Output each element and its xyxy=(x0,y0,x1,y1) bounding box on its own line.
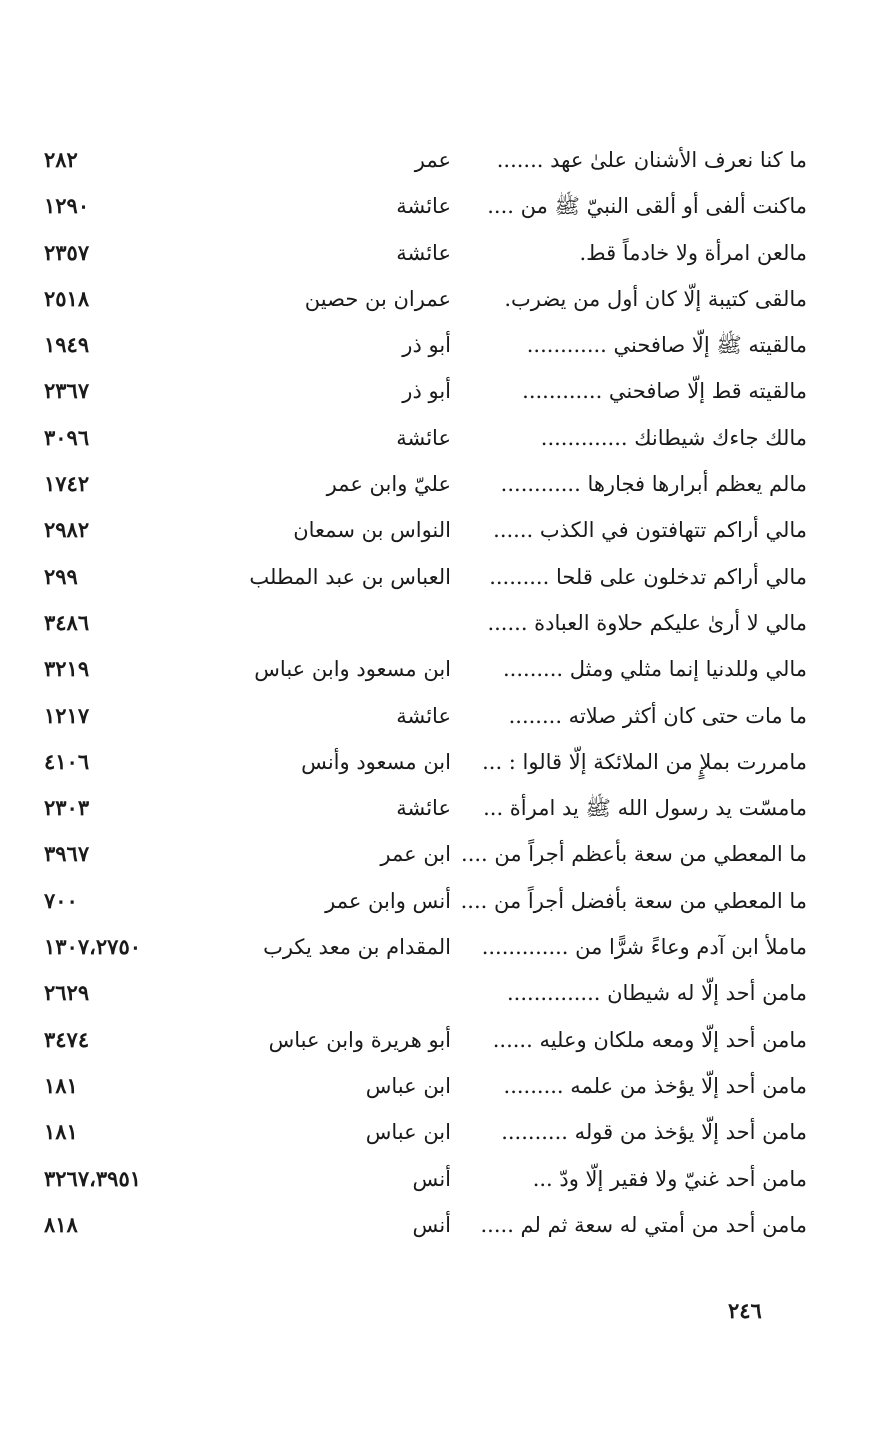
reference-number: ١٧٤٢ xyxy=(44,471,90,497)
index-entry xyxy=(0,599,891,645)
narrator-name: النواس بن سمعان xyxy=(293,518,451,543)
page-number: ٢٤٦ xyxy=(728,1298,762,1323)
reference-number: ٢٣٦٧ xyxy=(44,378,90,404)
hadith-text: مالم يعظم أبرارها فجارها ............ xyxy=(500,472,807,497)
index-entry xyxy=(0,460,891,506)
reference-number: ٢٣٥٧ xyxy=(44,239,90,265)
index-entry xyxy=(0,506,891,552)
reference-number: ٣٢١٩ xyxy=(44,656,90,682)
index-entry xyxy=(0,229,891,275)
hadith-text: مامن أحد إلّا له شيطان .............. xyxy=(507,981,807,1006)
narrator-name: أنس xyxy=(412,1212,451,1237)
reference-number: ٢٥١٨ xyxy=(44,285,90,311)
reference-number: ٢٣٠٣ xyxy=(44,795,90,821)
reference-number: ٣٩٦٧ xyxy=(44,841,90,867)
hadith-text: مالعن امرأة ولا خادماً قط. xyxy=(579,240,807,265)
index-entry xyxy=(0,1062,891,1108)
index-entry xyxy=(0,136,891,182)
narrator-name: ابن عباس xyxy=(365,1073,451,1098)
reference-number: ١٨١ xyxy=(44,1119,78,1145)
hadith-text: مامن أحد من أمتي له سعة ثم لم ..... xyxy=(480,1212,807,1237)
hadith-text: ما كنا نعرف الأشنان علىٰ عهد ....... xyxy=(496,148,807,172)
hadith-text: ماملأ ابن آدم وعاءً شرًّا من ............. xyxy=(481,935,807,960)
index-entry xyxy=(0,877,891,923)
hadith-text: مامن أحد إلّا يؤخذ من علمه ......... xyxy=(503,1073,807,1098)
reference-number: ١٣٠٧،٢٧٥٠ xyxy=(44,934,142,960)
reference-number: ٧٠٠ xyxy=(44,887,78,913)
reference-number: ٢٩٨٢ xyxy=(44,517,90,543)
narrator-name: عمران بن حصين xyxy=(304,286,451,311)
narrator-name: عائشة xyxy=(396,194,451,219)
hadith-text: مالي لا أرىٰ عليكم حلاوة العبادة ...... xyxy=(487,610,807,635)
narrator-name: ابن عمر xyxy=(380,842,451,867)
reference-number: ٣٤٨٦ xyxy=(44,609,90,635)
reference-number: ١٢١٧ xyxy=(44,702,90,728)
reference-number: ١٢٩٠ xyxy=(44,193,90,219)
hadith-text: مامن أحد إلّا يؤخذ من قوله .......... xyxy=(501,1120,807,1145)
narrator-name: عائشة xyxy=(396,240,451,265)
hadith-text: مالي وللدنيا إنما مثلي ومثل ......... xyxy=(503,657,807,682)
hadith-text: مامن أحد غنيّ ولا فقير إلّا ودّ ... xyxy=(532,1166,807,1191)
hadith-text: ما مات حتى كان أكثر صلاته ........ xyxy=(508,703,807,728)
hadith-text: ماكنت ألفى أو ألقى النبيّ ﷺ من .... xyxy=(487,194,807,219)
narrator-name: عائشة xyxy=(396,796,451,821)
narrator-name: أبو ذر xyxy=(402,333,451,358)
narrator-name: ابن مسعود وابن عباس xyxy=(254,657,451,682)
hadith-text: مالقى كتيبة إلّا كان أول من يضرب. xyxy=(504,286,807,311)
hadith-text: مالقيته قط إلّا صافحني ............ xyxy=(522,379,807,404)
index-entry xyxy=(0,784,891,830)
narrator-name: أبو ذر xyxy=(402,379,451,404)
index-entry xyxy=(0,1108,891,1154)
index-entry xyxy=(0,645,891,691)
narrator-name: العباس بن عبد المطلب xyxy=(249,564,451,589)
reference-number: ٤١٠٦ xyxy=(44,748,90,774)
narrator-name: أبو هريرة وابن عباس xyxy=(268,1027,451,1052)
index-entry xyxy=(0,692,891,738)
reference-number: ٣٤٧٤ xyxy=(44,1026,90,1052)
index-entry xyxy=(0,182,891,228)
hadith-text: ما المعطي من سعة بأعظم أجراً من .... xyxy=(461,842,807,867)
narrator-name: ابن عباس xyxy=(365,1120,451,1145)
reference-number: ٢٩٩ xyxy=(44,563,78,589)
reference-number: ٨١٨ xyxy=(44,1211,78,1237)
index-entry xyxy=(0,1201,891,1247)
hadith-text: مالك جاءك شيطانك ............. xyxy=(540,425,807,450)
index-entry xyxy=(0,275,891,321)
narrator-name: ابن مسعود وأنس xyxy=(301,749,451,774)
reference-number: ٣٢٦٧،٣٩٥١ xyxy=(44,1165,142,1191)
reference-number: ٣٠٩٦ xyxy=(44,424,90,450)
narrator-name: المقدام بن معد يكرب xyxy=(263,935,451,960)
index-entry xyxy=(0,738,891,784)
index-entry xyxy=(0,1155,891,1201)
narrator-name: عليّ وابن عمر xyxy=(326,472,451,497)
hadith-text: مامن أحد إلّا ومعه ملكان وعليه ...... xyxy=(492,1027,807,1052)
index-entry xyxy=(0,553,891,599)
index-entry xyxy=(0,923,891,969)
reference-number: ١٨١ xyxy=(44,1072,78,1098)
index-entry xyxy=(0,969,891,1015)
narrator-name: عمر xyxy=(414,148,451,172)
hadith-text: مامسّت يد رسول الله ﷺ يد امرأة ... xyxy=(483,796,807,821)
hadith-text: مالي أراكم تدخلون على قلحا ......... xyxy=(489,564,807,589)
reference-number: ٢٦٢٩ xyxy=(44,980,90,1006)
narrator-name: عائشة xyxy=(396,703,451,728)
hadith-text: مالقيته ﷺ إلّا صافحني ............ xyxy=(526,333,807,358)
hadith-text: مالي أراكم تتهافتون في الكذب ...... xyxy=(493,518,807,543)
narrator-name: أنس وابن عمر xyxy=(325,888,451,913)
index-entry xyxy=(0,367,891,413)
index-entry xyxy=(0,830,891,876)
index-entry xyxy=(0,1016,891,1062)
narrator-name: أنس xyxy=(412,1166,451,1191)
index-entry xyxy=(0,414,891,460)
narrator-name: عائشة xyxy=(396,425,451,450)
reference-number: ١٩٤٩ xyxy=(44,332,90,358)
hadith-text: ما المعطي من سعة بأفضل أجراً من .... xyxy=(460,888,807,913)
hadith-index-list xyxy=(0,136,891,1247)
reference-number: ٢٨٢ xyxy=(44,147,78,172)
index-entry xyxy=(0,321,891,367)
hadith-text: مامررت بملإٍ من الملائكة إلّا قالوا : ... xyxy=(482,749,807,774)
